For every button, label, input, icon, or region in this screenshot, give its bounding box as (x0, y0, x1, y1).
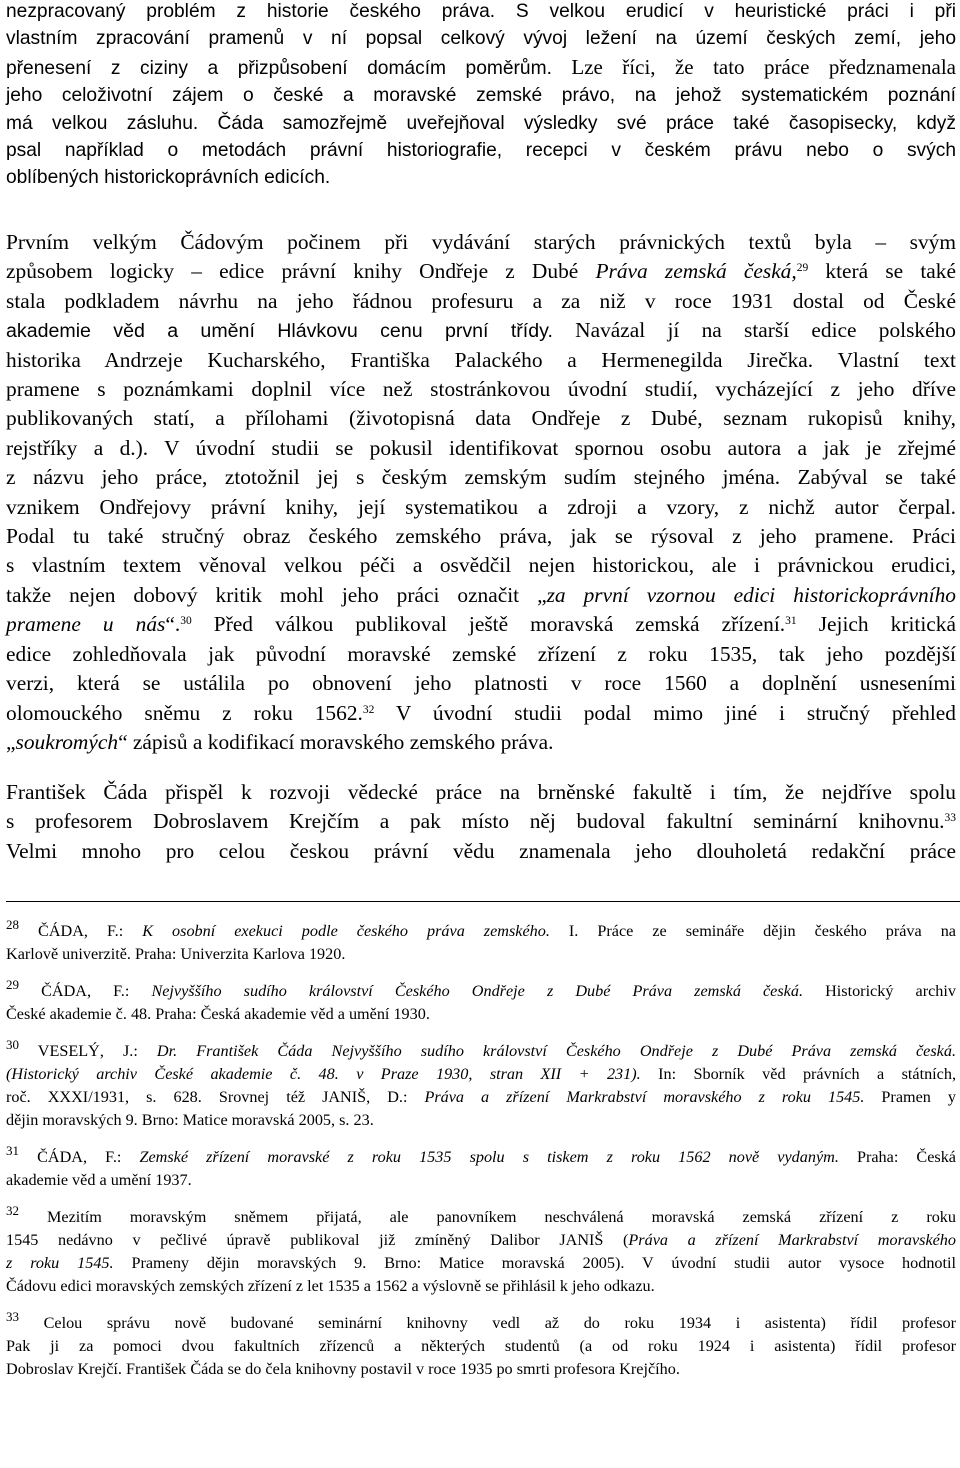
book-title: Práva a zřízení Markrabství moravského (628, 1231, 956, 1249)
text-segment: Čáda samozřejmě uveřejňoval výsledky své práce také časopisecky, když (198, 112, 956, 134)
paragraph-1 (6, 0, 956, 192)
text-segment: akademie věd a umění Hlávkovu cenu první třídy. (6, 320, 553, 343)
footnote-line (6, 1308, 956, 1335)
text-segment: VESELÝ, J.: (19, 1042, 157, 1060)
quoted-text: za první vzornou edici historickoprávního (546, 582, 956, 607)
text-line: Velmi mnoho pro celou českou právní vědu znamenala jeho dlouholetá redakční práce (6, 838, 956, 863)
text-segment: V úvodní studii podal mimo jiné i stručný přehled (374, 700, 956, 725)
paragraph-3 (6, 778, 956, 866)
footnote-line (6, 1229, 956, 1252)
footnote-ref-29[interactable]: 29 (796, 262, 809, 275)
book-title: Práva zemská česká, (595, 259, 797, 284)
footnote-line (6, 1063, 956, 1086)
text-line (6, 807, 956, 836)
text-segment: Vlastní text (813, 347, 956, 372)
text-segment: Praha: Česká (838, 1148, 956, 1166)
text-segment: „ (6, 729, 16, 754)
footnotes (6, 916, 956, 1395)
text-line: edice zohledňovala jak původní moravské zemské zřízení z roku 1535, tak jeho pozdější (6, 641, 956, 666)
footnote-number: 29 (6, 976, 19, 992)
text-segment: s profesorem Dobroslavem Krejčím a pak místo něj budoval fakultní seminární knihovnu. (6, 809, 945, 834)
book-title: Zemské zřízení moravské z roku 1535 spolu s tiskem z roku 1562 nově vydaným. (139, 1148, 839, 1166)
text-segment: V úvodní studii se pokusil identifikovat spornou osobu autora a jak je zřejmé (148, 435, 956, 460)
text-segment: Prameny dějin moravských 9. Brno: Matice moravská 2005). V úvodní studii autor vysoce hodnotil (113, 1254, 956, 1272)
text-line (6, 610, 956, 639)
text-line: jeho celoživotní zájem o české a moravské zemské právo, na jehož systematickém poznání (6, 85, 956, 107)
footnote-number: 31 (6, 1142, 19, 1158)
text-line (6, 728, 956, 757)
footnote-33 (6, 1308, 956, 1381)
text-segment: Práci (893, 524, 956, 549)
text-segment: ČÁDA, F.: (19, 922, 143, 940)
footnote-number: 33 (6, 1308, 19, 1324)
footnote-line (6, 1142, 956, 1169)
footnote-line: Karlově univerzitě. Praha: Univerzita Karlova 1920. (6, 945, 346, 963)
footnote-31 (6, 1142, 956, 1192)
footnote-ref-31[interactable]: 31 (785, 615, 797, 628)
text-segment: způsobem logicky – edice právní knihy Ondřeje z Dubé (6, 259, 596, 284)
text-line (6, 53, 956, 82)
book-title: Práva a zřízení Markrabství moravského z roku 1545. (424, 1088, 865, 1106)
book-title: (Historický archiv České akademie č. 48. v Praze 1930, stran XII + 231). (6, 1065, 641, 1083)
text-line: publikovaných statí, a přílohami (životopisná data Ondřeje z Dubé, seznam rukopisů knihy, (6, 406, 956, 431)
text-segment: “. (165, 612, 181, 637)
footnote-number: 28 (6, 916, 19, 932)
footnote-line: Dobroslav Krejčí. František Čáda se do čela knihovny postavil v roce 1935 po smrti profesora Krejčího. (6, 1360, 680, 1378)
footnote-line (6, 1252, 956, 1275)
footnote-line: České akademie č. 48. Praha: Česká akademie věd a umění 1930. (6, 1005, 430, 1023)
text-line (6, 110, 956, 137)
text-segment: In: Sborník věd právních a státních, (640, 1065, 956, 1083)
text-line: pramene s poznámkami doplnil více než stostránkovou úvodní studií, vycházející z jeho dříve (6, 377, 956, 402)
text-segment: Pramen y (864, 1088, 956, 1106)
quoted-text: soukromých (15, 729, 119, 754)
footnote-line (6, 1036, 956, 1063)
text-line (6, 346, 956, 375)
text-segment: I. Práce ze semináře dějin českého práva na (549, 922, 956, 940)
text-segment: Mezitím moravským sněmem přijatá, ale panovníkem neschválená moravská zemská zřízení z roku (19, 1208, 956, 1226)
text-segment: rejstříky a d.). (6, 435, 149, 460)
text-line: oblíbených historickoprávních edicích. (6, 167, 331, 189)
text-segment: “ zápisů a kodifikací moravského zemského práva. (118, 729, 554, 754)
text-segment: přenesení z ciziny a přizpůsobení domácím poměrům. (6, 57, 552, 79)
footnote-separator (6, 901, 960, 902)
book-title: Dr. František Čáda Nejvyššího sudího království Českého Ondřeje z Dubé Práva zemská česká. (156, 1042, 956, 1060)
footnote-line: akademie věd a umění 1937. (6, 1171, 192, 1189)
footnote-29 (6, 976, 956, 1026)
book-title: z roku 1545. (6, 1254, 114, 1272)
text-segment: která se také (808, 259, 956, 284)
paragraph-2 (6, 228, 956, 757)
text-segment: Historický archiv (803, 982, 956, 1000)
text-segment: Lze říci, že tato práce předznamenala (551, 54, 956, 79)
footnote-28 (6, 916, 956, 966)
footnote-number: 30 (6, 1036, 19, 1052)
book-title: K osobní exekuci podle českého práva zemského. (142, 922, 550, 940)
text-segment: Navázal jí na starší edice polského (552, 318, 956, 343)
text-line: verzi, která se ustálila po obnovení jeho platnosti v roce 1560 a doplnění usneseními (6, 671, 956, 696)
footnote-ref-33[interactable]: 33 (944, 812, 956, 825)
text-segment: 1545 nedávno v pečlivé úpravě publikoval již zmíněný Dalibor JANIŠ ( (6, 1231, 629, 1249)
footnote-line: dějin moravských 9. Brno: Matice moravská 2005, s. 23. (6, 1111, 374, 1129)
footnote-30 (6, 1036, 956, 1132)
text-segment: má velkou zásluhu. (6, 112, 199, 134)
text-line (6, 463, 956, 492)
text-line (6, 434, 956, 463)
text-segment: olomouckého sněmu z roku 1562. (6, 700, 363, 725)
text-segment: ČÁDA, F.: (19, 982, 152, 1000)
footnote-ref-30[interactable]: 30 (180, 615, 192, 628)
text-segment: Před válkou publikoval ještě moravská zemská zřízení. (191, 612, 786, 637)
text-segment: Podal tu také stručný obraz českého zemského práva, jak se rýsoval z jeho pramene. (6, 524, 894, 549)
text-segment: roč. XXXI/1931, s. 628. Srovnej též JANIŠ, D.: (6, 1088, 425, 1106)
text-line: František Čáda přispěl k rozvoji vědecké práce na brněnské fakultě i tím, že nejdříve spolu (6, 780, 956, 804)
footnote-line (6, 976, 956, 1003)
text-line: nezpracovaný problém z historie českého práva. S velkou erudicí v heuristické práci i při (6, 1, 956, 22)
text-segment: z názvu jeho práce, ztotožnil jej s českým zemským sudím stejného jména. (6, 465, 781, 490)
text-line (6, 699, 956, 728)
text-line: vznikem Ondřejovy právní knihy, její systematikou a zdroji a vzory, z nichž autor čerpal. (6, 494, 956, 519)
text-line (6, 257, 956, 286)
text-line: Prvním velkým Čádovým počinem při vydávání starých právnických textů byla – svým (6, 230, 956, 254)
text-segment: Zabýval se také (780, 465, 956, 490)
text-line: psal například o metodách právní historiografie, recepci v českém právu nebo o svých (6, 140, 956, 162)
book-title: Nejvyššího sudího království Českého Ondřeje z Dubé Práva zemská česká. (151, 982, 803, 1000)
footnote-line (6, 1086, 956, 1109)
footnote-line (6, 1202, 956, 1229)
text-line (6, 581, 956, 610)
footnote-line: Pak ji za pomoci dvou fakultních zřízenců a některých studentů (a od roku 1924 i asistenta) řídil profesor (6, 1337, 956, 1355)
footnote-line: Čádovu edici moravských zemských zřízení z let 1535 a 1562 a výslovně se přihlásil k jeho odkazu. (6, 1277, 655, 1295)
text-line (6, 316, 956, 345)
quoted-text: pramene u nás (6, 612, 166, 637)
text-segment: historika Andrzeje Kucharského, Františka Palackého a Hermenegilda Jirečka. (6, 347, 814, 372)
text-segment: Celou správu nově budované seminární knihovny vedl až do roku 1934 i asistenta) řídil profesor (19, 1314, 956, 1332)
text-line: s vlastním textem věnoval velkou péči a osvědčil nejen historickou, ale i právnickou erudici, (6, 553, 956, 578)
text-segment: ČÁDA, F.: (19, 1148, 140, 1166)
text-line (6, 522, 956, 551)
footnote-32 (6, 1202, 956, 1298)
text-segment: takže nejen dobový kritik mohl jeho práci označit „ (6, 582, 547, 607)
footnote-number: 32 (6, 1202, 19, 1218)
text-line: stala podkladem návrhu na jeho řádnou profesuru a za niž v roce 1931 dostal od České (6, 288, 956, 313)
footnote-line (6, 916, 956, 943)
text-line: vlastním zpracování pramenů v ní popsal celkový vývoj ležení na území českých zemí, jeho (6, 28, 956, 50)
text-segment: Jejich kritická (796, 612, 956, 637)
footnote-ref-32[interactable]: 32 (362, 703, 375, 716)
